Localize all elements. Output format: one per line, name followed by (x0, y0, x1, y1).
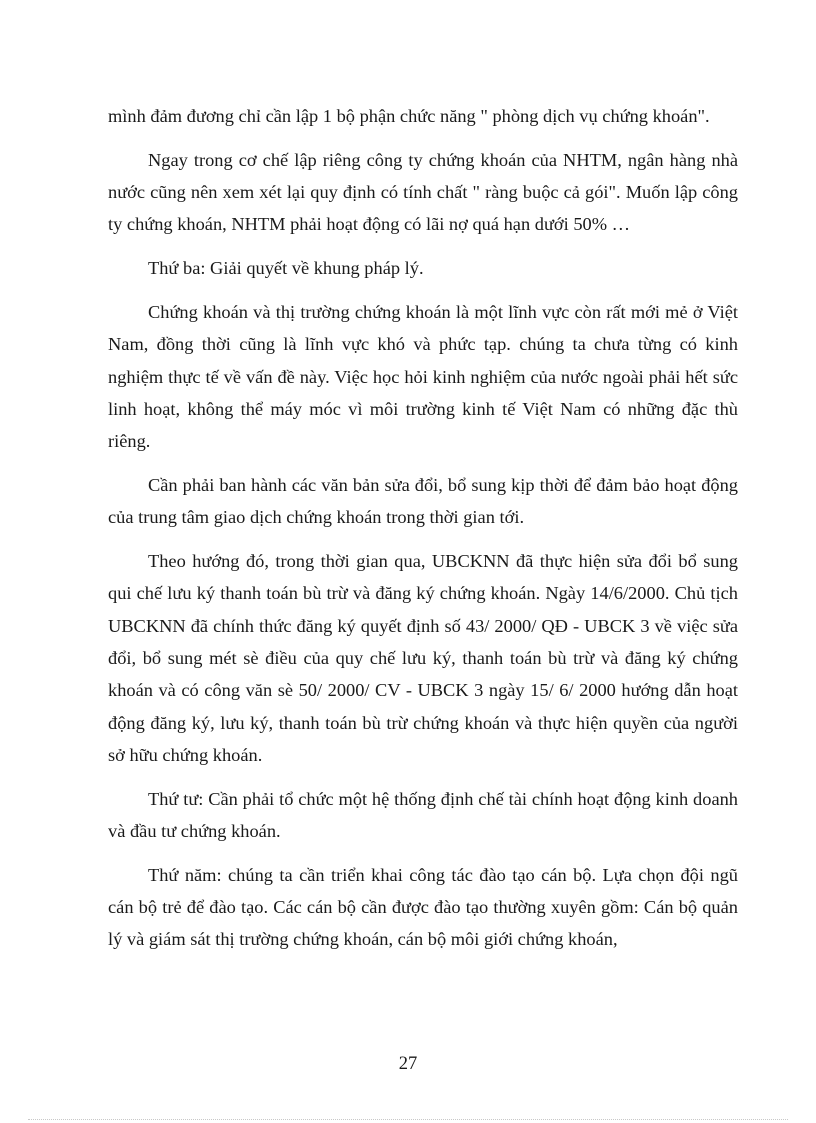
paragraph-fourth-point: Thứ tư: Cần phải tổ chức một hệ thống định chế tài chính hoạt động kinh doanh và đầu tư chứng khoán. (108, 788, 738, 841)
paragraph-third-point-heading: Thứ ba: Giải quyết về khung pháp lý. (148, 258, 424, 279)
page-bottom-divider (28, 1119, 788, 1120)
page-number: 27 (398, 1054, 418, 1074)
paragraph-commercial-bank-securities: Ngay trong cơ chế lập riêng công ty chứng khoán của NHTM, ngân hàng nhà nước cũng nên xem xét lại quy định có tính chất " ràng buộc cả gói". Muốn lập công ty chứng khoán, NHTM phải hoạt động có lãi nợ quá hạn dưới 50% … (108, 149, 738, 235)
paragraph-fifth-point: Thứ năm: chúng ta cần triển khai công tác đào tạo cán bộ. Lựa chọn đội ngũ cán bộ trẻ để đào tạo. Các cán bộ cần được đào tạo thường xuyên gồm: Cán bộ quản lý và giám sát thị trường chứng khoán, cán bộ môi giới chứng khoán, (108, 864, 738, 950)
paragraph-continuation: mình đảm đương chỉ cần lập 1 bộ phận chức năng " phòng dịch vụ chứng khoán". (108, 106, 710, 126)
paragraph-ubcknn-regulations: Theo hướng đó, trong thời gian qua, UBCKNN đã thực hiện sửa đổi bổ sung qui chế lưu ký thanh toán bù trừ và đăng ký chứng khoán. Ngày 14/6/2000. Chủ tịch UBCKNN đã chính thức đăng ký quyết định số 43/ 2000/ QĐ - UBCK 3 về việc sửa đổi, bổ sung mét sè điều của quy chế lưu ký, thanh toán bù trừ và đăng ký chứng khoán và có công văn sè 50/ 2000/ CV - UBCK 3 ngày 15/ 6/ 2000 hướng dẫn hoạt động đăng ký, lưu ký, thanh toán bù trừ chứng khoán và thực hiện quyền của người sở hữu chứng khoán. (108, 551, 738, 765)
paragraph-market-new-in-vietnam: Chứng khoán và thị trường chứng khoán là một lĩnh vực còn rất mới mẻ ở Việt Nam, đồng thời cũng là lĩnh vực khó và phức tạp. chúng ta chưa từng có kinh nghiệm thực tế về vấn đề này. Việc học hỏi kinh nghiệm của nước ngoài phải hết sức linh hoạt, không thể máy móc vì môi trường kinh tế Việt Nam có những đặc thù riêng. (108, 301, 738, 452)
paragraph-issue-amendments: Cần phải ban hành các văn bản sửa đổi, bổ sung kịp thời để đảm bảo hoạt động của trung tâm giao dịch chứng khoán trong thời gian tới. (108, 474, 738, 528)
page-body (108, 100, 738, 967)
